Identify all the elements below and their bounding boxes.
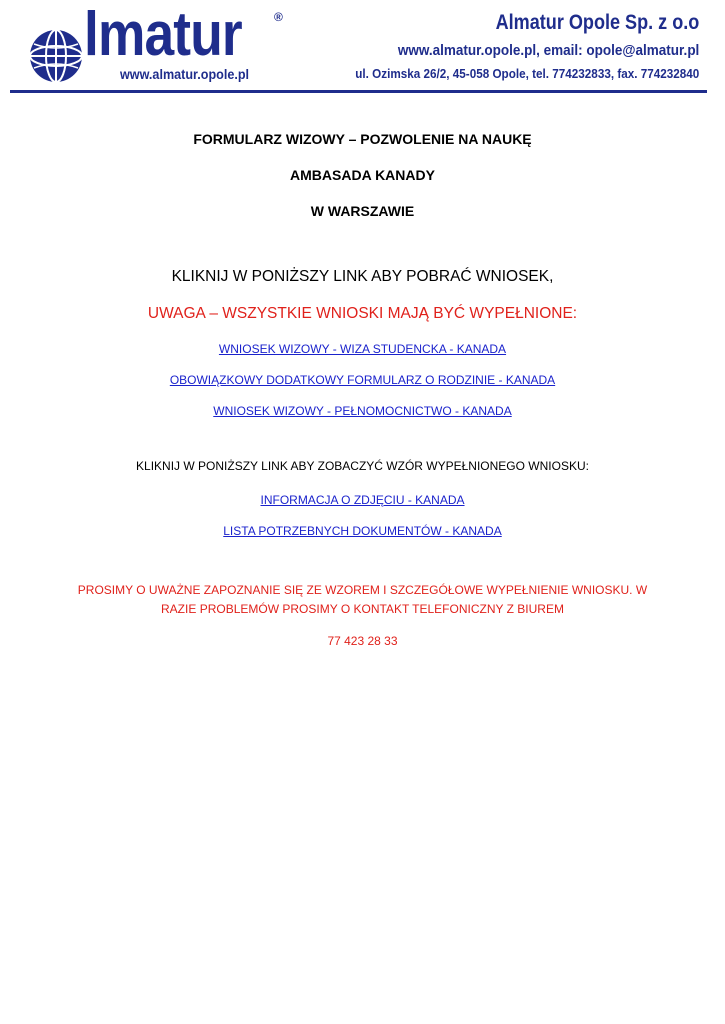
link-student-visa-application[interactable]: WNIOSEK WIZOWY - WIZA STUDENCKA - KANADA	[218, 342, 507, 356]
company-address: ul. Ozimska 26/2, 45-058 Opole, tel. 774232833, fax. 774232840	[354, 66, 699, 81]
company-name: Almatur Opole Sp. z o.o	[495, 11, 699, 34]
logo-wordmark: lmatur	[84, 0, 242, 69]
logo-website[interactable]: www.almatur.opole.pl	[120, 66, 250, 82]
globe-logo-icon	[28, 28, 84, 84]
fill-warning: UWAGA – WSZYSTKIE WNIOSKI MAJĄ BYĆ WYPEŁNIONE:	[147, 305, 578, 322]
link-photo-info[interactable]: INFORMACJA O ZDJĘCIU - KANADA	[260, 493, 465, 507]
notice-line-1: PROSIMY O UWAŻNE ZAPOZNANIE SIĘ ZE WZOREM I SZCZEGÓŁOWE WYPEŁNIENIE WNIOSKU. W	[77, 583, 648, 597]
letterhead	[0, 0, 725, 96]
link-documents-list[interactable]: LISTA POTRZEBNYCH DOKUMENTÓW - KANADA	[223, 524, 502, 538]
registered-mark: ®	[274, 10, 283, 24]
almatur-logo[interactable]	[24, 0, 294, 86]
embassy-title: AMBASADA KANADY	[290, 167, 435, 183]
office-phone: 77 423 28 33	[327, 634, 398, 648]
header-divider	[10, 90, 707, 93]
document-title: FORMULARZ WIZOWY – POZWOLENIE NA NAUKĘ	[193, 131, 532, 147]
sample-instruction: KLIKNIJ W PONIŻSZY LINK ABY ZOBACZYĆ WZÓR WYPEŁNIONEGO WNIOSKU:	[136, 459, 589, 473]
download-instruction: KLIKNIJ W PONIŻSZY LINK ABY POBRAĆ WNIOSEK,	[171, 268, 554, 285]
link-family-form[interactable]: OBOWIĄZKOWY DODATKOWY FORMULARZ O RODZINIE - KANADA	[169, 373, 556, 387]
link-power-of-attorney[interactable]: WNIOSEK WIZOWY - PEŁNOMOCNICTWO - KANADA	[213, 404, 512, 418]
notice-line-2: RAZIE PROBLEMÓW PROSIMY O KONTAKT TELEFONICZNY Z BIUREM	[161, 602, 564, 616]
city-title: W WARSZAWIE	[310, 203, 415, 219]
company-contact-web[interactable]: www.almatur.opole.pl, email: opole@almatur.pl	[397, 42, 699, 59]
company-info	[317, 10, 699, 84]
